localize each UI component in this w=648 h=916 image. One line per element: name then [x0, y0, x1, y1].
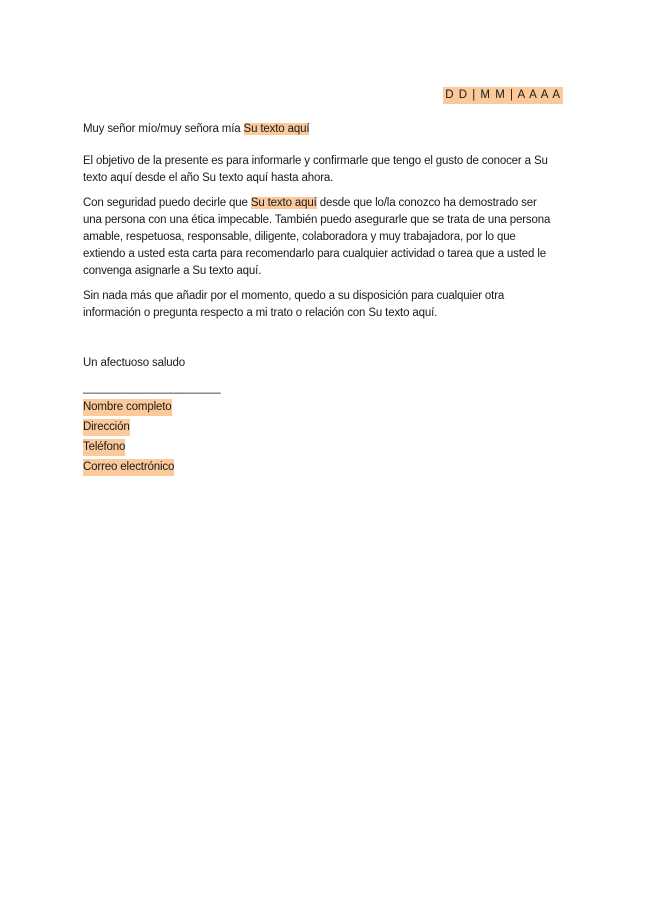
signature-phone-field[interactable]: Teléfono [83, 439, 125, 456]
date-placeholder[interactable]: D D | M M | A A A A [443, 87, 563, 104]
signature-address-field[interactable]: Dirección [83, 419, 130, 436]
paragraph-2-placeholder[interactable]: Su texto aquí [250, 197, 317, 209]
greeting-text: Muy señor mío/muy señora mía [83, 123, 244, 135]
paragraph-closing: Sin nada más que añadir por el momento, quedo a su disposición para cualquier otra información o pregunta respecto a mi trato o relación con Su texto aquí. [83, 290, 505, 319]
signature-name-field[interactable]: Nombre completo [83, 399, 172, 416]
paragraph-recommendation [83, 195, 558, 280]
paragraph-intro: El objetivo de la presente es para informarle y confirmarle que tengo el gusto de conocer a Su texto aquí desde el año Su texto aquí hasta ahora. [83, 155, 548, 184]
greeting [83, 121, 309, 138]
closing-salutation: Un afectuoso saludo [83, 357, 185, 369]
greeting-placeholder[interactable]: Su texto aquí [243, 123, 310, 135]
paragraph-2-rest: desde que lo/la conozco ha demostrado ser una persona con una ética impecable. También puedo asegurarle que se trata de una persona amable, respetuosa, responsable, diligente, colaboradora y muy trabajadora, por lo que extiendo a usted esta carta para recomendarlo para cualquier actividad o tarea que a usted le convenga asignarle a Su texto aquí. [83, 197, 551, 277]
signature-line: ______________________ [83, 382, 221, 394]
signature-email-field[interactable]: Correo electrónico [83, 459, 174, 476]
paragraph-2-prefix: Con seguridad puedo decirle que [83, 197, 251, 209]
